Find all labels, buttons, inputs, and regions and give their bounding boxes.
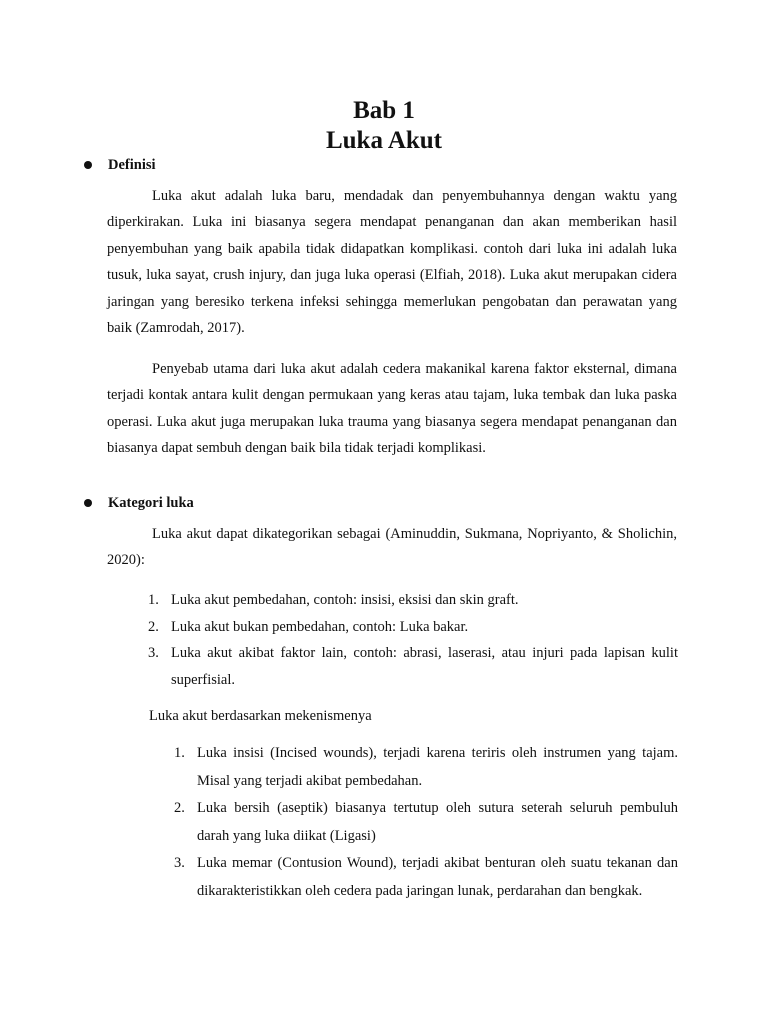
list-item-number: 3. <box>174 855 185 871</box>
list-item-text: Luka insisi (Incised wounds), terjadi karena teriris oleh instrumen yang tajam. Misal yang terjadi akibat pembedahan. <box>197 745 678 789</box>
list-item-number: 3. <box>148 645 159 661</box>
list-item <box>174 740 678 795</box>
list-item <box>148 587 678 614</box>
list-item-number: 1. <box>148 592 159 608</box>
list-item-text: Luka akut bukan pembedahan, contoh: Luka bakar. <box>171 618 469 635</box>
bullet-icon <box>84 499 92 507</box>
paragraph-definisi-2: Penyebab utama dari luka akut adalah cedera makanikal karena faktor eksternal, dimana terjadi kontak antara kulit dengan permukaan yang keras atau tajam, luka tembak dan luka paska operasi. Luka akut juga merupakan luka trauma yang biasanya segera mendapat penanganan dan biasanya dapat sembuh dengan baik bila tidak terjadi komplikasi. <box>107 361 677 457</box>
list-item-number: 2. <box>174 800 185 816</box>
chapter-label: Bab 1 <box>353 97 415 124</box>
list-item <box>174 795 678 850</box>
list-item <box>174 850 678 905</box>
list-item-text: Luka bersih (aseptik) biasanya tertutup oleh sutura seterah seluruh pembuluh darah yang luka diikat (Ligasi) <box>197 800 678 844</box>
category-list <box>148 587 678 693</box>
section-heading-kategori: Kategori luka <box>108 495 194 511</box>
list-item-text: Luka akut akibat faktor lain, contoh: abrasi, laserasi, atau injuri pada lapisan kulit superfisial. <box>171 645 678 688</box>
chapter-title: Luka Akut <box>325 127 443 154</box>
bullet-icon <box>84 161 92 169</box>
subheading-mekanisme: Luka akut berdasarkan mekenismenya <box>149 708 372 724</box>
mechanism-list <box>174 740 678 905</box>
section-heading-definisi: Definisi <box>108 157 156 173</box>
list-item-text: Luka memar (Contusion Wound), terjadi akibat benturan oleh suatu tekanan dan dikarakteristikkan oleh cedera pada jaringan lunak, perdarahan dan bengkak. <box>197 855 678 899</box>
list-item-text: Luka akut pembedahan, contoh: insisi, eksisi dan skin graft. <box>171 592 519 608</box>
list-item-number: 1. <box>174 745 185 761</box>
list-item <box>148 614 678 641</box>
list-item-number: 2. <box>148 618 159 635</box>
paragraph-definisi-1: Luka akut adalah luka baru, mendadak dan penyembuhannya dengan waktu yang diperkirakan. Luka ini biasanya segera mendapat penanganan dan akan memberikan hasil penyembuhan yang baik apabila tidak didapatkan komplikasi. contoh dari luka ini adalah luka tusuk, luka sayat, crush injury, dan juga luka operasi (Elfiah, 2018). Luka akut merupakan cidera jaringan yang beresiko terkena infeksi sehingga memerlukan pengobatan dan perawatan yang baik (Zamrodah, 2017). <box>107 188 677 337</box>
list-item <box>148 640 678 693</box>
paragraph-kategori-intro: Luka akut dapat dikategorikan sebagai (Aminuddin, Sukmana, Nopriyanto, & Sholichin, 2020): <box>107 526 677 569</box>
